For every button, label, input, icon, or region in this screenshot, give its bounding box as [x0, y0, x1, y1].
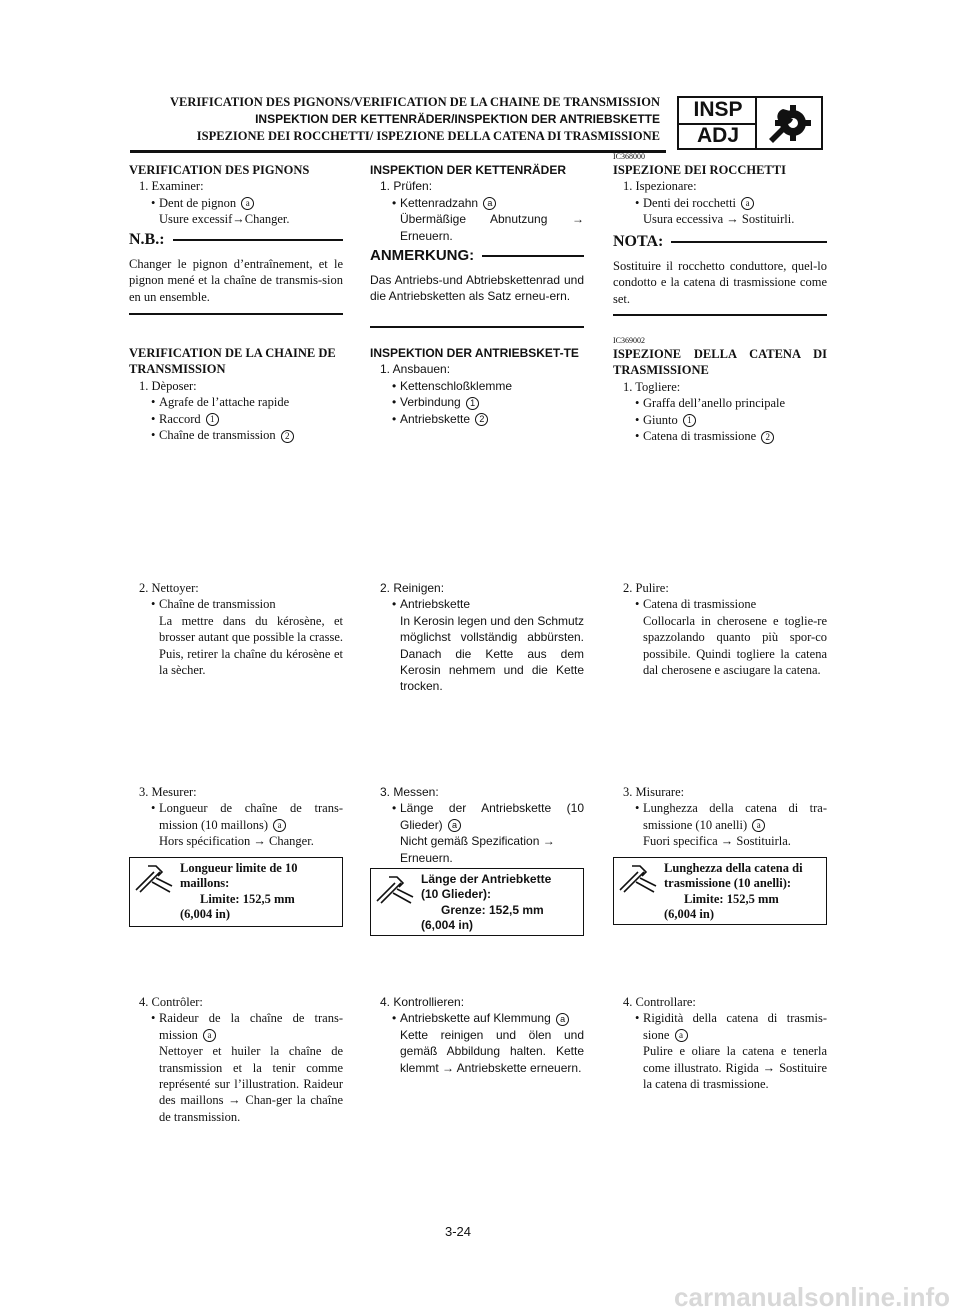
it-s2-step1: 1. Togliere:	[623, 379, 681, 394]
it-step1-sub: Usura eccessiva → Sostituirli.	[643, 212, 795, 227]
de-step2-text: In Kerosin legen und den Schmutz möglichst vollständig abbürsten. Danach die Kette aus dem Kerosin nehmem und die Kette trocken.	[400, 613, 584, 694]
it-spec-line1: Lunghezza della catena di	[664, 861, 803, 875]
de-step4-bullet: • Antriebskette auf Klemmung a	[370, 1010, 584, 1026]
fr-spec-box	[129, 857, 343, 927]
de-step4-text: Kette reinigen und ölen und gemäß Abbildung halten. Kette klemmt → Antriebskette erneuern.	[400, 1027, 584, 1075]
header-line-3: ISPEZIONE DEI ROCCHETTI/ ISPEZIONE DELLA CATENA DI TRASMISSIONE	[196, 129, 660, 143]
fr-section1-title: VERIFICATION DES PIGNONS	[129, 163, 310, 177]
callout-a: a	[203, 1029, 216, 1042]
callout-a: a	[241, 197, 254, 210]
header-line-1: VERIFICATION DES PIGNONS/VERIFICATION DE LA CHAINE DE TRANSMISSION	[169, 95, 660, 109]
de-s2-bullet3: • Antriebskette 2	[370, 411, 584, 427]
fr-step3-bullet: • Longueur de chaîne de trans-mission (10 maillons) a	[129, 800, 343, 833]
it-spec-line4: (6,004 in)	[664, 907, 714, 922]
it-code-1: IC368000	[613, 152, 645, 161]
de-spec-line4: (6,004 in)	[421, 918, 474, 933]
it-step2-bullet: • Catena di trasmissione	[613, 596, 827, 612]
de-step1-bullet: • Kettenradzahn a	[370, 195, 584, 211]
fr-section2-title: VERIFICATION DE LA CHAINE DE TRANSMISSION	[129, 346, 336, 377]
it-s2-bullet2: • Giunto 1	[613, 412, 827, 428]
header-rule	[130, 150, 666, 153]
de-step2: 2. Reinigen:	[380, 581, 445, 595]
de-step3: 3. Messen:	[380, 785, 439, 799]
callout-a: a	[483, 197, 496, 210]
it-step3-text: Fuori specifica → Sostituirla.	[643, 834, 791, 849]
it-spec-box	[613, 857, 827, 925]
de-spec-line3: Grenze: 152,5 mm	[441, 902, 544, 917]
it-note-heading: NOTA:	[613, 232, 827, 252]
it-note-text: Sostituire il rocchetto conduttore, quel-lo condotto e la catena di trasmissione come set.	[613, 259, 827, 306]
de-s2-bullet1: • Kettenschloßklemme	[370, 378, 584, 394]
fr-spec-line3: Limite: 152,5 mm	[200, 891, 295, 906]
callout-1: 1	[466, 397, 479, 410]
badge-divider-v	[755, 98, 757, 148]
fr-spec-line2: maillons:	[180, 876, 230, 891]
de-s2-step1: 1. Ansbauen:	[380, 362, 451, 377]
de-spec-line2: (10 Glieder):	[421, 887, 492, 902]
callout-1: 1	[206, 413, 219, 426]
caliper-wrench-icon	[375, 875, 415, 905]
it-step1: 1. Ispezionare:	[623, 179, 697, 194]
de-step3-bullet: • Länge der Antriebskette (10 Glieder) a	[370, 800, 584, 833]
page-number: 3-24	[445, 1224, 472, 1239]
it-step4-bullet: • Rigidità della catena di trasmis-sione a	[613, 1010, 827, 1043]
it-s2-bullet3: • Catena di trasmissione 2	[613, 428, 827, 444]
it-step3: 3. Misurare:	[623, 785, 685, 799]
callout-a: a	[273, 819, 286, 832]
header-line-2: INSPEKTION DER KETTENRÄDER/INSPEKTION DER ANTRIEBSKETTE	[255, 112, 660, 126]
de-note-text: Das Antriebs-und Abtriebskettenrad und die Antriebsketten als Satz erneu-ern.	[370, 273, 584, 304]
de-step1: 1. Prüfen:	[380, 179, 433, 194]
caliper-wrench-icon	[134, 864, 174, 894]
it-spec-line2: trasmissione (10 anelli):	[664, 876, 792, 891]
callout-2: 2	[761, 431, 774, 444]
de-note-end-rule	[370, 326, 584, 328]
de-step4: 4. Kontrollieren:	[380, 995, 465, 1009]
de-step1-sub: Übermäßige Abnutzung → Erneuern.	[400, 212, 584, 243]
fr-step1: 1. Examiner:	[139, 179, 204, 194]
fr-note-heading: N.B.:	[129, 230, 343, 250]
it-step4-text: Pulire e oliare la catena e tenerla come illustrato. Rigida → Sostituire la catena di trasmissione.	[643, 1044, 827, 1092]
fr-step4: 4. Contrôler:	[139, 995, 203, 1009]
callout-a: a	[741, 197, 754, 210]
callout-2: 2	[475, 413, 488, 426]
callout-1: 1	[683, 414, 696, 427]
de-spec-box	[370, 868, 584, 936]
insp-adj-badge	[677, 96, 823, 150]
it-step4: 4. Controllare:	[623, 995, 696, 1009]
fr-step1-sub: Usure excessif→Changer.	[159, 212, 290, 227]
de-spec-line1: Länge der Antriebkette	[421, 872, 552, 886]
badge-top-label: INSP	[693, 98, 743, 121]
callout-2: 2	[281, 430, 294, 443]
fr-s2-bullet3: • Chaîne de transmission 2	[129, 427, 343, 443]
badge-bottom-label: ADJ	[696, 124, 739, 147]
de-section1-title: INSPEKTION DER KETTENRÄDER	[370, 163, 567, 177]
callout-a: a	[556, 1013, 569, 1026]
fr-note-end-rule	[129, 313, 343, 315]
caliper-wrench-icon	[618, 864, 658, 894]
fr-step1-bullet: • Dent de pignon a	[129, 195, 343, 211]
watermark: carmanualsonline.info	[674, 1282, 950, 1312]
fr-step3-text: Hors spécification → Changer.	[159, 834, 314, 849]
fr-step2: 2. Nettoyer:	[139, 581, 199, 595]
de-section2-title: INSPEKTION DER ANTRIEBSKET-TE	[370, 346, 579, 360]
fr-step3: 3. Mesurer:	[139, 785, 197, 799]
wrench-gear-icon	[763, 101, 817, 145]
fr-s2-bullet2: • Raccord 1	[129, 411, 343, 427]
it-s2-bullet1: • Graffa dell’anello principale	[613, 395, 827, 411]
de-s2-bullet2: • Verbindung 1	[370, 394, 584, 410]
fr-step4-bullet: • Raideur de la chaîne de trans-mission a	[129, 1010, 343, 1043]
it-section2-title: ISPEZIONE DELLA CATENA DI TRASMISSIONE	[613, 347, 827, 378]
fr-step2-bullet: • Chaîne de transmission	[129, 596, 343, 612]
de-step2-bullet: • Antriebskette	[370, 596, 584, 612]
it-note-end-rule	[613, 314, 827, 316]
it-section1-title: ISPEZIONE DEI ROCCHETTI	[613, 163, 786, 177]
fr-spec-line4: (6,004 in)	[180, 907, 230, 922]
callout-a: a	[752, 819, 765, 832]
fr-spec-line1: Longueur limite de 10	[180, 861, 298, 875]
fr-step2-text: La mettre dans du kérosène, et brosser autant que possible la crasse. Puis, retirer la chaîne du kérosène et la sècher.	[159, 613, 343, 678]
fr-s2-bullet1: • Agrafe de l’attache rapide	[129, 394, 343, 410]
it-code-2: IC369002	[613, 336, 645, 345]
de-note-heading: ANMERKUNG:	[370, 246, 584, 266]
it-step3-bullet: • Lunghezza della catena di tra-smissione (10 anelli) a	[613, 800, 827, 833]
it-spec-line3: Limite: 152,5 mm	[684, 891, 779, 906]
it-step1-bullet: • Denti dei rocchetti a	[613, 195, 827, 211]
callout-a: a	[675, 1029, 688, 1042]
callout-a: a	[448, 819, 461, 832]
fr-s2-step1: 1. Dèposer:	[139, 378, 197, 393]
fr-step4-text: Nettoyer et huiler la chaîne de transmission et la tenir comme représenté sur l’illustration. Raideur des maillons → Chan-ger la chaîne de transmission.	[159, 1044, 343, 1124]
it-step2-text: Collocarla in cherosene e toglie-re spazzolando quanto più spor-co possibile. Quindi togliere la catena dal cherosene e asciugare la catena.	[643, 613, 827, 678]
de-step3-text: Nicht gemäß Spezification → Erneuern.	[400, 834, 555, 865]
it-step2: 2. Pulire:	[623, 581, 669, 595]
fr-note-text: Changer le pignon d’entraînement, et le pignon mené et la chaîne de transmis-sion en un ensemble.	[129, 257, 343, 304]
